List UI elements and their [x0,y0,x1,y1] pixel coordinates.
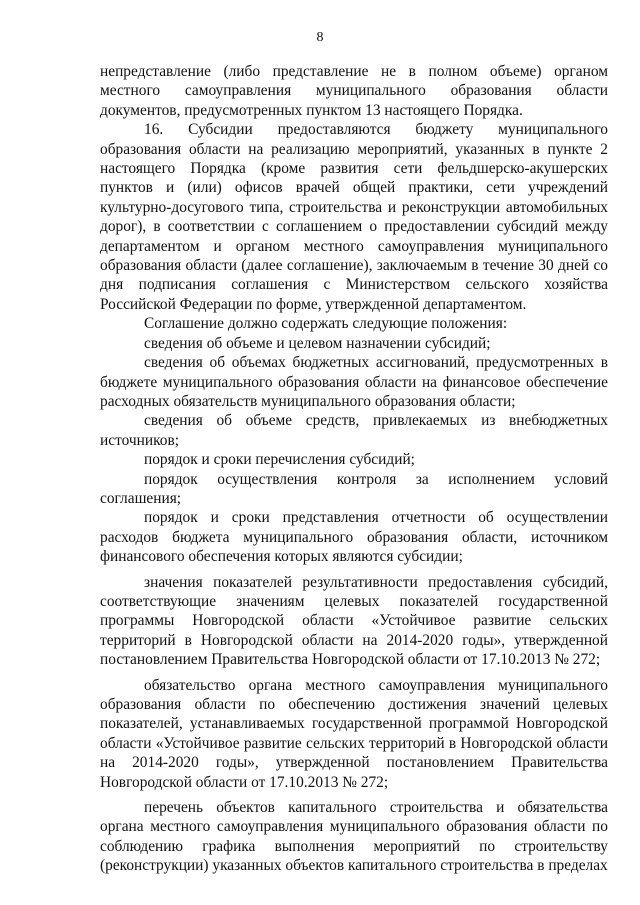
paragraph-performance-indicators: значения показателей результативности предоставления субсидий, соответствующие значениям целевых показателей государственной программы Новгородской области «Устойчивое развитие сельских территорий в Новгородской области на 2014-2020 годы», утвержденной постановлением Правительства Новгородской области от 17.10.2013 № 272; [100,573,608,669]
paragraph-extrabudgetary: сведения об объеме средств, привлекаемых из внебюджетных источников; [100,412,608,449]
paragraph-agreement-intro: Соглашение должно содержать следующие положения: [144,315,508,333]
paragraph-subsidy-info: сведения об объеме и целевом назначении субсидий; [144,334,491,352]
document-body [100,62,608,876]
page-number: 8 [316,30,324,45]
paragraph-capital-objects: перечень объектов капитального строительства и обязательства органа местного самоуправления муниципального образования области по соблюдению графика выполнения мероприятий по строительству (реконструкции) указанных объектов капитального строительства в пределах [100,799,608,875]
paragraph-control-order: порядок осуществления контроля за исполнением условий соглашения; [100,470,608,507]
paragraph-continuation: непредставление (либо представление не в полном объеме) органом местного самоуправления муниципального образования области документов, предусмотренных пунктом 13 настоящего Порядка. [100,63,608,119]
paragraph-item-16: 16. Субсидии предоставляются бюджету муниципального образования области на реализацию мероприятий, указанных в пункте 2 настоящего Порядка (кроме развития сети фельдшерско-акушерских пунктов и (или) офисов врачей общей практики, сети учреждений культурно-досугового типа, строительства и реконструкции автомобильных дорог), в соответствии с соглашением о предоставлении субсидий между департаментом и органом местного самоуправления муниципального образования области (далее соглашение), заключаемым в течение 30 дней со дня подписания соглашения с Министерством сельского хозяйства Российской Федерации по форме, утвержденной департаментом. [100,121,608,313]
paragraph-reporting-order: порядок и сроки представления отчетности об осуществлении расходов бюджета муниципального образования области, источником финансового обеспечения которых являются субсидии; [100,509,608,566]
paragraph-budget-allocations: сведения об объемах бюджетных ассигнований, предусмотренных в бюджете муниципального образования области на финансовое обеспечение расходных обязательств муниципального образования области; [100,354,608,410]
paragraph-transfer-order: порядок и сроки перечисления субсидий; [144,451,415,469]
paragraph-obligation: обязательство органа местного самоуправления муниципального образования области по обеспечению достижения значений целевых показателей, устанавливаемых государственной программой Новгородской области «Устойчивое развитие сельских территорий в Новгородской области на 2014-2020 годы», утвержденной постановлением Правительства Новгородской области от 17.10.2013 № 272; [100,676,608,791]
